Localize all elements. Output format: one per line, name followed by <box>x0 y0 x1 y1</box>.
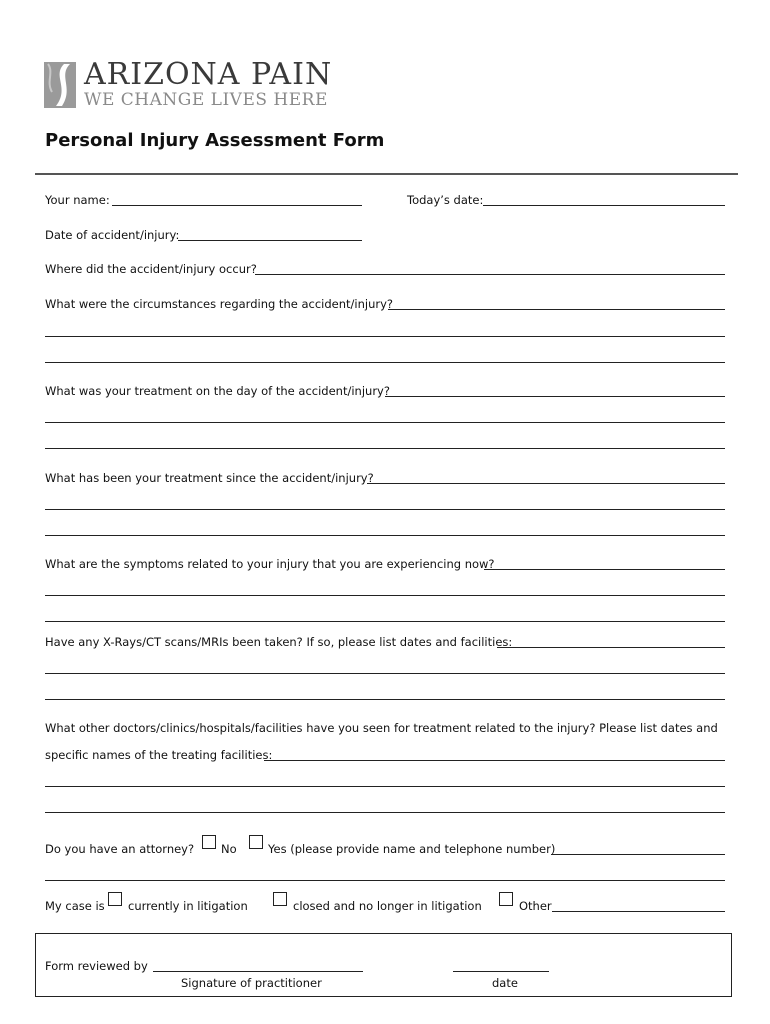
symptoms-label: What are the symptoms related to your injury that you are experiencing now? <box>45 557 495 571</box>
attorney-yes-label: Yes (please provide name and telephone number) <box>268 842 556 856</box>
xrays-field-line-2[interactable] <box>45 673 725 674</box>
attorney-yes-checkbox[interactable] <box>249 835 263 849</box>
case-litigation-checkbox[interactable] <box>108 892 122 906</box>
your-name-field[interactable] <box>112 205 362 206</box>
circumstances-field-line-1[interactable] <box>388 309 725 310</box>
xrays-field-line-1[interactable] <box>497 647 725 648</box>
case-closed-checkbox[interactable] <box>273 892 287 906</box>
arizona-pain-logo-mark <box>44 62 76 108</box>
todays-date-field[interactable] <box>483 205 725 206</box>
logo-title: ARIZONA PAIN <box>84 57 333 92</box>
case-other-label: Other <box>519 899 552 913</box>
other-doctors-label-line-1: What other doctors/clinics/hospitals/facilities have you seen for treatment related to the injury? Please list dates and <box>45 721 718 735</box>
date-caption: date <box>492 976 518 990</box>
case-litigation-label: currently in litigation <box>128 899 248 913</box>
circumstances-field-line-2[interactable] <box>45 336 725 337</box>
other-doctors-field-line-2[interactable] <box>45 786 725 787</box>
treatment-day-label: What was your treatment on the day of the accident/injury? <box>45 384 390 398</box>
treatment-day-field-line-1[interactable] <box>385 396 725 397</box>
other-doctors-field-line-1[interactable] <box>264 760 725 761</box>
treatment-day-field-line-2[interactable] <box>45 422 725 423</box>
circumstances-field-line-3[interactable] <box>45 362 725 363</box>
attorney-details-field-line-2[interactable] <box>45 880 725 881</box>
symptoms-field-line-2[interactable] <box>45 595 725 596</box>
where-occur-field[interactable] <box>255 274 725 275</box>
your-name-label: Your name: <box>45 193 110 207</box>
treatment-since-label: What has been your treatment since the accident/injury? <box>45 471 374 485</box>
where-occur-label: Where did the accident/injury occur? <box>45 262 257 276</box>
date-of-accident-label: Date of accident/injury: <box>45 228 180 242</box>
attorney-no-checkbox[interactable] <box>202 835 216 849</box>
form-title: Personal Injury Assessment Form <box>45 130 385 151</box>
case-other-checkbox[interactable] <box>499 892 513 906</box>
symptoms-field-line-1[interactable] <box>484 569 725 570</box>
other-doctors-label-line-2: specific names of the treating facilities: <box>45 748 273 762</box>
attorney-details-field-line-1[interactable] <box>551 854 725 855</box>
practitioner-signature-field[interactable] <box>153 971 363 972</box>
date-of-accident-field[interactable] <box>178 240 362 241</box>
case-closed-label: closed and no longer in litigation <box>293 899 482 913</box>
reviewed-by-label: Form reviewed by <box>45 959 148 973</box>
case-status-label: My case is <box>45 899 105 913</box>
attorney-question-label: Do you have an attorney? <box>45 842 195 856</box>
xrays-field-line-3[interactable] <box>45 699 725 700</box>
review-date-field[interactable] <box>453 971 549 972</box>
signature-caption: Signature of practitioner <box>181 976 322 990</box>
treatment-since-field-line-2[interactable] <box>45 509 725 510</box>
case-other-field[interactable] <box>552 911 725 912</box>
other-doctors-field-line-3[interactable] <box>45 812 725 813</box>
treatment-day-field-line-3[interactable] <box>45 448 725 449</box>
attorney-no-label: No <box>221 842 237 856</box>
circumstances-label: What were the circumstances regarding the accident/injury? <box>45 297 394 311</box>
treatment-since-field-line-3[interactable] <box>45 535 725 536</box>
logo-tagline: WE CHANGE LIVES HERE <box>84 90 328 110</box>
symptoms-field-line-3[interactable] <box>45 621 725 622</box>
todays-date-label: Today’s date: <box>407 193 484 207</box>
treatment-since-field-line-1[interactable] <box>367 483 725 484</box>
header-divider <box>35 173 738 175</box>
xrays-label: Have any X-Rays/CT scans/MRIs been taken? If so, please list dates and facilities: <box>45 635 513 649</box>
